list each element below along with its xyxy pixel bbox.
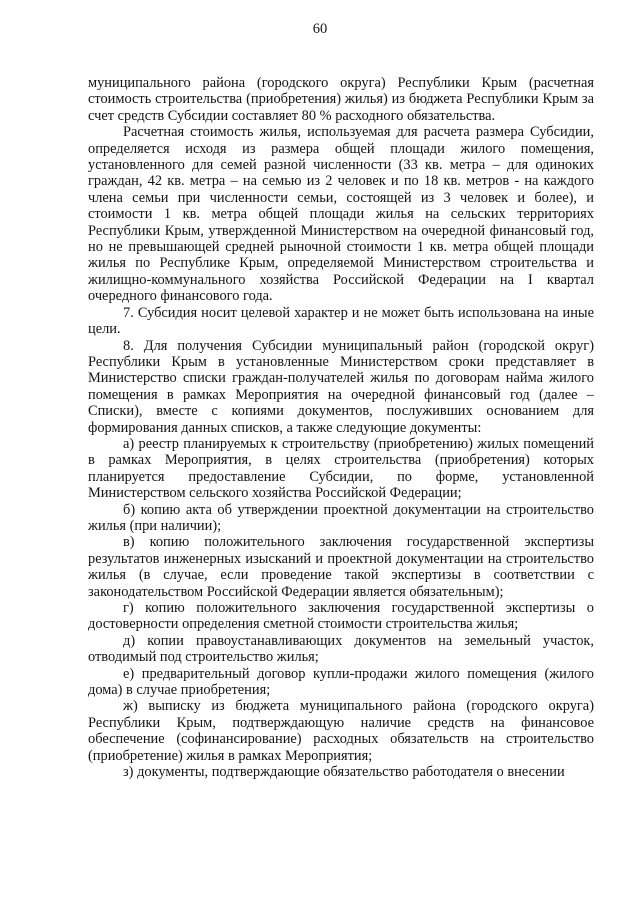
list-item-b: б) копию акта об утверждении проектной документации на строительство жилья (при наличии); [88,501,594,534]
list-item-zh: ж) выписку из бюджета муниципального района (городского округа) Республики Крым, подтверждающую наличие средств на финансовое обеспечение (софинансирование) расходных обязательств на строительство (приобретение) жилья в рамках Мероприятия; [88,698,594,764]
list-item-v: в) копию положительного заключения государственной экспертизы результатов инженерных изысканий и проектной документации на строительство жилья (в случае, если проведение такой экспертизы в соответствии с законодательством Российской Федерации является обязательным); [88,534,594,600]
paragraph-cost-continuation: муниципального района (городского округа) Республики Крым (расчетная стоимость строительства (приобретения) жилья) из бюджета Республики Крым за счет средств Субсидии составляет 80 % расходного обязательства. [88,75,594,124]
list-item-a: а) реестр планируемых к строительству (приобретению) жилых помещений в рамках Мероприятия, в целях строительства (приобретения) которых планируется предоставление Субсидии, по форме, установленной Министерством сельского хозяйства Российской Федерации; [88,435,594,502]
list-item-e: е) предварительный договор купли-продажи жилого помещения (жилого дома) в случае приобретения; [88,665,594,699]
list-item-g: г) копию положительного заключения государственной экспертизы о достоверности определения сметной стоимости строительства жилья; [88,600,594,633]
document-body [88,75,594,780]
page-number: 60 [312,21,328,37]
paragraph-item-8: 8. Для получения Субсидии муниципальный район (городской округ) Республики Крым в установленные Министерством сроки представляет в Министерство списки граждан-получателей жилья по договорам найма жилого помещения в рамках Мероприятия на очередной финансовый год (далее – Списки), вместе с копиями документов, послуживших основанием для формирования данных списков, а также следующие документы: [88,337,594,436]
paragraph-estimated-cost: Расчетная стоимость жилья, используемая для расчета размера Субсидии, определяется исходя из размера общей площади жилого помещения, установленного для семей разной численности (33 кв. метра – для одиноких граждан, 42 кв. метра – на семью из 2 человек и по 18 кв. метров - на каждого члена семьи при численности семьи, состоящей из 3 человек и более), и стоимости 1 кв. метра общей площади жилья на сельских территориях Республики Крым, утвержденной Министерством на очередной финансовый год, но не превышающей средней рыночной стоимости 1 кв. метра общей площади жилья по Республике Крым, определяемой Министерством строительства и жилищно-коммунального хозяйства Российской Федерации на I квартал очередного финансового года. [88,124,594,305]
paragraph-item-7: 7. Субсидия носит целевой характер и не может быть использована на иные цели. [88,304,594,338]
list-item-z: з) документы, подтверждающие обязательство работодателя о внесении [123,764,565,781]
list-item-d: д) копии правоустанавливающих документов на земельный участок, отводимый под строительство жилья; [88,632,594,666]
